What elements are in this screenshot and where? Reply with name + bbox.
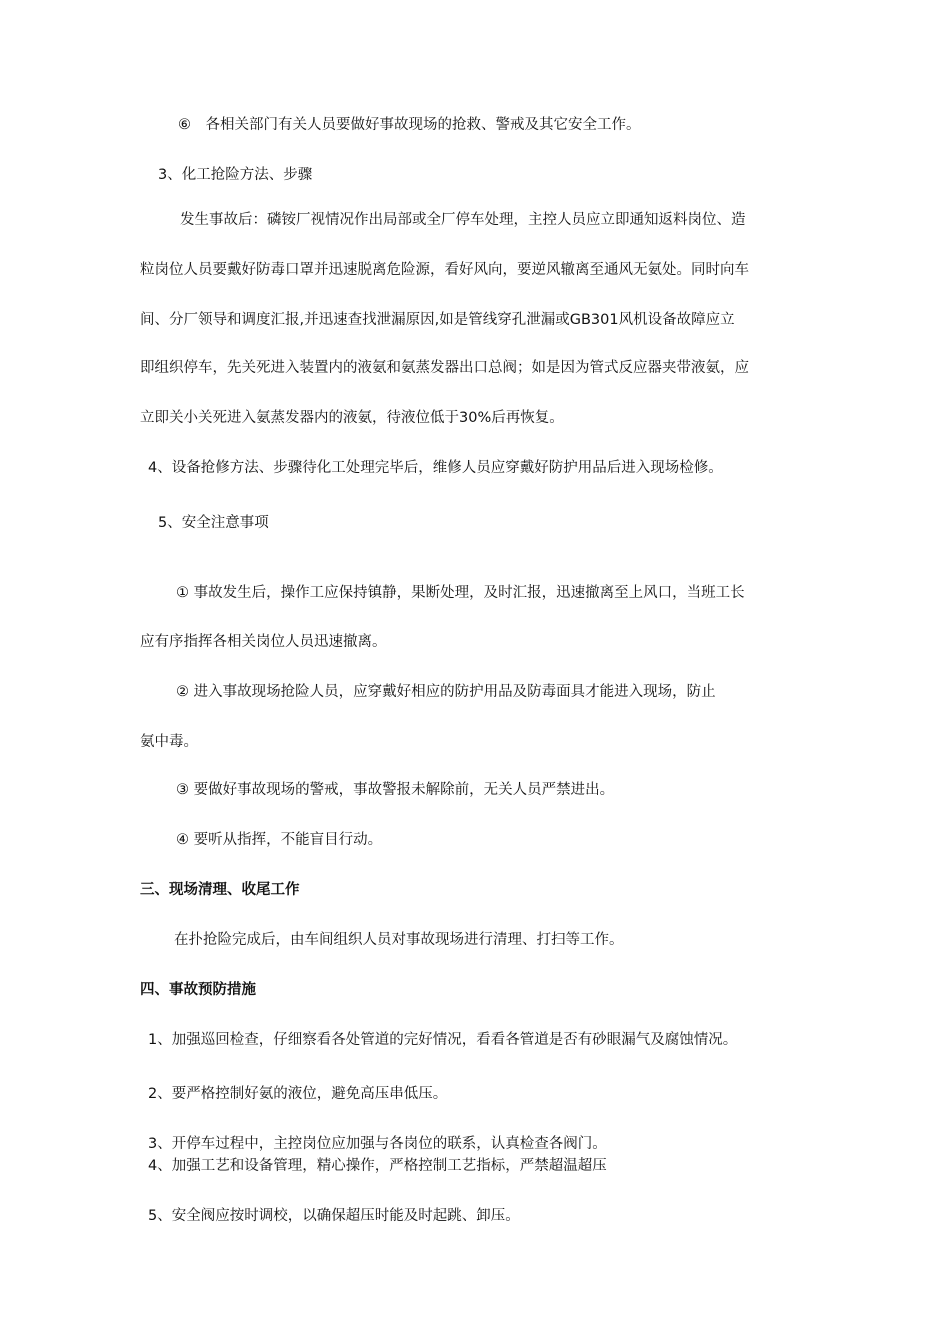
section-3-paragraph-line-2: 粒岗位人员要戴好防毒口罩并迅速脱离危险源，看好风向，要逆风辙离至通风无氨处。同时向车 (140, 262, 749, 278)
section-4-text: 4、设备抢修方法、步骤待化工处理完毕后，维修人员应穿戴好防护用品后进入现场检修。 (148, 460, 723, 476)
section-3-paragraph-line-5: 立即关小关死进入氨蒸发器内的液氨，待液位低于30%后再恢复。 (140, 410, 564, 426)
note-1-line-1: ① 事故发生后，操作工应保持镇静，果断处理，及时汇报，迅速撤离至上风口，当班工长 (176, 585, 745, 601)
item-6: ⑥ 各相关部门有关人员要做好事故现场的抢救、警戒及其它安全工作。 (178, 117, 641, 133)
prevention-item-5: 5、安全阀应按时调校，以确保超压时能及时起跳、卸压。 (148, 1208, 520, 1224)
note-3: ③ 要做好事故现场的警戒，事故警报未解除前，无关人员严禁进出。 (176, 782, 615, 798)
prevention-item-3: 3、开停车过程中，主控岗位应加强与各岗位的联系，认真检查各阀门。 (148, 1136, 607, 1152)
prevention-item-2: 2、要严格控制好氨的液位，避免高压串低压。 (148, 1086, 448, 1102)
prevention-item-4: 4、加强工艺和设备管理，精心操作，严格控制工艺指标，严禁超温超压 (148, 1158, 607, 1174)
note-4: ④ 要听从指挥，不能盲目行动。 (176, 832, 383, 848)
note-2-line-1: ② 进入事故现场抢险人员，应穿戴好相应的防护用品及防毒面具才能进入现场，防止 (176, 684, 716, 700)
part-3-heading: 三、现场清理、收尾工作 (140, 882, 300, 898)
note-2-line-2: 氨中毒。 (140, 734, 198, 750)
section-3-paragraph-line-3: 间、分厂领导和调度汇报,并迅速查找泄漏原因,如是管线穿孔泄漏或GB301风机设备故障应立 (140, 312, 735, 328)
prevention-item-1: 1、加强巡回检查，仔细察看各处管道的完好情况，看看各管道是否有砂眼漏气及腐蚀情况。 (148, 1032, 738, 1048)
part-4-heading: 四、事故预防措施 (140, 982, 256, 998)
note-1-line-2: 应有序指挥各相关岗位人员迅速撤离。 (140, 634, 387, 650)
section-3-paragraph-line-1: 发生事故后：磷铵厂视情况作出局部或全厂停车处理，主控人员应立即通知返料岗位、造 (180, 212, 746, 228)
section-5-title: 5、安全注意事项 (158, 515, 269, 531)
section-3-paragraph-line-4: 即组织停车，先关死进入装置内的液氨和氨蒸发器出口总阀；如是因为管式反应器夹带液氨，应 (140, 360, 749, 376)
part-3-paragraph: 在扑抢险完成后，由车间组织人员对事故现场进行清理、打扫等工作。 (174, 932, 624, 948)
section-3-title: 3、化工抢险方法、步骤 (158, 167, 313, 183)
